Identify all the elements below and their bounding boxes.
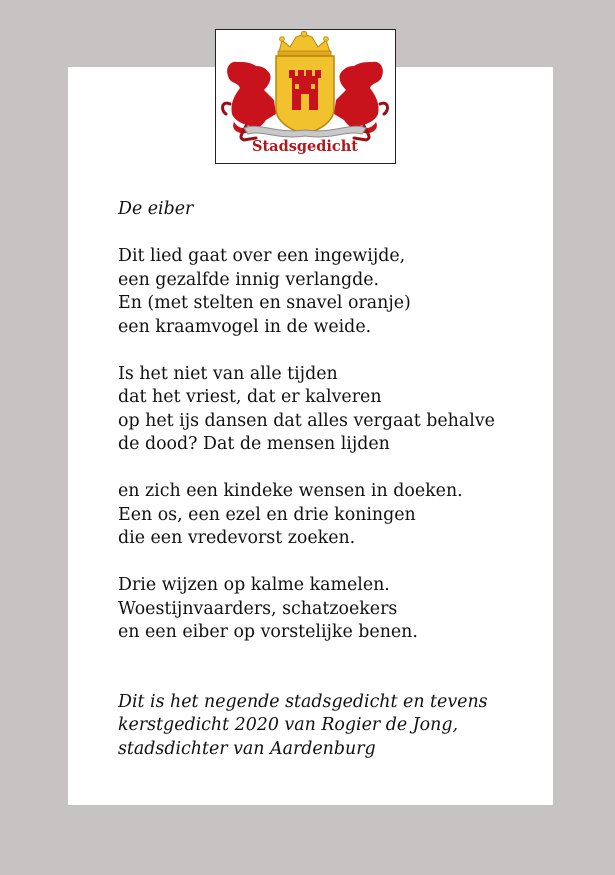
- poem-line: op het ijs dansen dat alles vergaat behalve: [118, 410, 495, 431]
- stanza-1: [118, 245, 538, 339]
- stanza-2: [118, 363, 538, 457]
- colophon-line: kerstgedicht 2020 van Rogier de Jong,: [118, 715, 458, 735]
- poem-line: En (met stelten en snavel oranje): [118, 293, 411, 313]
- colophon-line: Dit is het negende stadsgedicht en tevens: [118, 691, 488, 712]
- poem-line: Drie wijzen op kalme kamelen.: [118, 575, 390, 595]
- aardenburg-coat-of-arms-icon: [216, 30, 394, 162]
- poem-line: en een eiber op vorstelijke benen.: [118, 622, 418, 642]
- poem-line: een gezalfde innig verlangde.: [118, 269, 380, 290]
- castle-icon: [289, 70, 321, 110]
- colophon-line: stadsdichter van Aardenburg: [118, 738, 376, 759]
- poem-line: Dit lied gaat over een ingewijde,: [118, 246, 406, 266]
- poem-line: die een vredevorst zoeken.: [118, 528, 356, 548]
- poem: [118, 198, 538, 761]
- poem-title: De eiber: [118, 199, 194, 219]
- colophon: [118, 691, 538, 762]
- stanza-3: [118, 480, 538, 551]
- poem-line: Woestijnvaarders, schatzoekers: [118, 598, 398, 619]
- poem-line: de dood? Dat de mensen lijden: [118, 434, 390, 454]
- crown-icon: [278, 31, 331, 56]
- poem-line: dat het vriest, dat er kalveren: [118, 387, 382, 407]
- poem-line: een kraamvogel in de weide.: [118, 316, 372, 337]
- poem-line: Een os, een ezel en drie koningen: [118, 504, 416, 525]
- poem-line: Is het niet van alle tijden: [118, 363, 338, 384]
- shield-icon: [276, 56, 334, 134]
- logo-label: Stadsgedicht: [252, 138, 358, 155]
- stadsgedicht-logo: [215, 29, 396, 164]
- poem-line: en zich een kindeke wensen in doeken.: [118, 481, 463, 501]
- stanza-4: [118, 574, 538, 645]
